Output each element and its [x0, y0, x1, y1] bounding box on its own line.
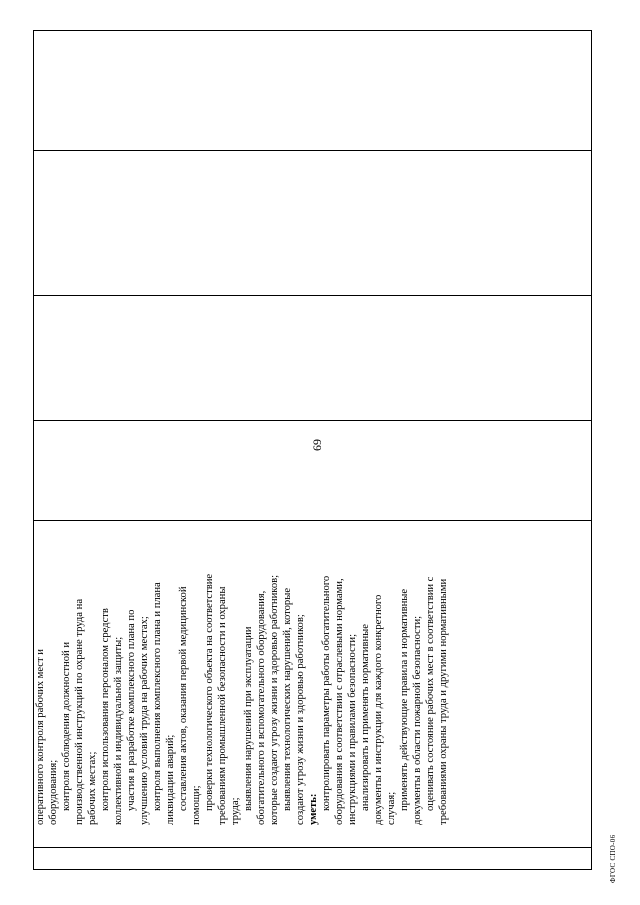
competency-table: [33, 30, 592, 870]
text-line: инструкциями и правилами безопасности;: [347, 633, 358, 825]
table-cell-empty: [34, 31, 592, 151]
text-line: применять действующие правила и нормативные: [399, 588, 410, 811]
text-line: контроля выполнения комплексного плана и плана: [152, 582, 163, 811]
text-line: создают угрозу жизни и здоровью работников;: [295, 614, 306, 825]
text-line: анализировать и применять нормативные: [360, 624, 371, 811]
text-line: производственной инструкций по охране труда на: [74, 598, 85, 825]
text-line: требованиями охраны труда и другими нормативными: [438, 578, 449, 825]
text-line: помощи;: [191, 785, 202, 825]
page-number: 69: [310, 439, 324, 451]
text-line: контролировать параметры работы обогатительного: [321, 575, 332, 811]
text-line: которые создают угрозу жизни и здоровью работников;: [269, 574, 280, 825]
section-heading-umet: уметь:: [308, 793, 319, 825]
table-cell-empty: [34, 296, 592, 421]
text-line: выявления технологических нарушений, которые: [282, 587, 293, 811]
text-line: ликвидации аварий;: [165, 734, 176, 825]
table-cell-empty: [34, 151, 592, 296]
text-line: выявления нарушений при эксплуатации: [243, 626, 254, 811]
text-line: контроля соблюдения должностной и: [61, 641, 72, 811]
text-line: оборудования в соответствии с отраслевыми нормами,: [334, 578, 345, 825]
document-footer: ФГОС СПО-06: [609, 834, 617, 883]
table-row: [34, 31, 592, 870]
text-line: документы в области пожарной безопасности;: [412, 615, 423, 825]
text-line: оборудования;: [48, 759, 59, 825]
text-line: случая;: [386, 791, 397, 825]
text-line: контроля использования персоналом средств: [100, 608, 111, 811]
text-line: обогатительного и вспомогательного оборудования,: [256, 590, 267, 825]
text-line: улучшению условий труда на рабочих местах;: [139, 616, 150, 825]
text-line: составления актов, оказания первой медицинской: [178, 586, 189, 811]
text-line: коллективной и индивидуальной защиты;: [113, 636, 124, 825]
text-line: участия в разработке комплексного плана по: [126, 609, 137, 811]
text-line: требованиям промышленной безопасности и охраны: [217, 586, 228, 825]
text-line: проверки технологического объекта на соответствие: [204, 573, 215, 811]
text-line: документы и инструкции для каждого конкретного: [373, 594, 384, 825]
table-cell-empty: [34, 421, 592, 521]
skills-text: [34, 521, 450, 847]
text-line: оценивать состояние рабочих мест в соответствии с: [425, 576, 436, 811]
text-line: рабочих местах;: [87, 751, 98, 825]
table-cell-content: [34, 521, 592, 848]
table-cell-code: [34, 848, 592, 870]
text-line: труда;: [230, 797, 241, 825]
text-line: оперативного контроля рабочих мест и: [35, 649, 46, 825]
